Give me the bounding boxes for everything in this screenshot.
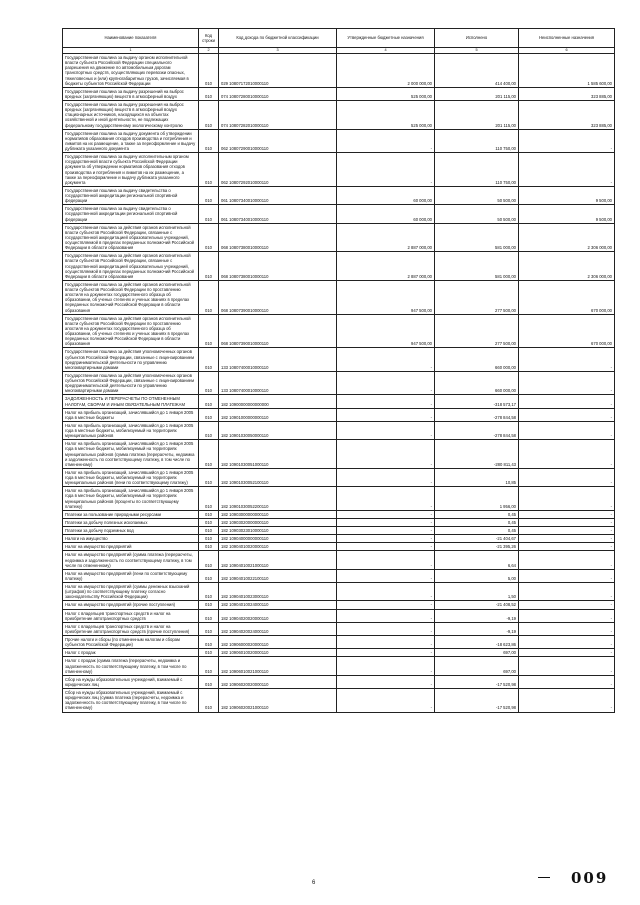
row-executed: 697,00 [435,657,519,675]
row-executed: 6,64 [435,551,519,569]
row-line-code: 010 [199,186,219,204]
row-name: ЗАДОЛЖЕННОСТЬ И ПЕРЕРАСЧЕТЫ ПО ОТМЕНЕННЫМ НАЛОГАМ, СБОРАМ И ИНЫМ ОБЯЗАТЕЛЬНЫМ ПЛАТЕЖАМ [63,395,199,408]
row-name: Государственная пошлина за действия органов исполнительной власти субъектов Российской Федерации по проставлению апостиля на документах государственного образца об образовании, об ученых степенях и ученых званиях в пределах переданных полномочий Российской Федерации в области образования [63,314,199,348]
row-approved: - [337,535,435,543]
column-number: 3 [219,48,337,54]
table-row [63,223,615,252]
row-kbk: 068 10807380010000110 [219,223,337,252]
row-approved: - [337,129,435,153]
table-row [63,609,615,622]
table-row [63,636,615,649]
row-line-code: 010 [199,314,219,348]
row-unexecuted: - [519,569,615,582]
row-unexecuted: - [519,535,615,543]
header-approved: Утвержденные бюджетные назначения [337,29,435,48]
table-row [63,535,615,543]
row-name: Налог на прибыль организаций, зачислявшийся до 1 января 2005 года в местные бюджеты, мобилизуемый на территориях муниципальных районов (проценты по соответствующему платежу) [63,487,199,511]
row-kbk: 182 10906020021000110 [219,689,337,713]
row-kbk: 182 10901030050000110 [219,421,337,439]
row-approved: - [337,551,435,569]
row-kbk: 068 10807380010000110 [219,252,337,281]
row-kbk: 182 10901000000000110 [219,408,337,421]
row-executed: -318 573,17 [435,395,519,408]
row-line-code: 010 [199,87,219,100]
table-row [63,649,615,657]
table-row [63,129,615,153]
row-approved: - [337,395,435,408]
row-kbk: 029 10807172010000110 [219,54,337,88]
row-name: Платежи за пользование природными ресурсами [63,510,199,518]
row-approved: 947 500,00 [337,314,435,348]
row-executed: 697,00 [435,649,519,657]
row-executed: 10,85 [435,468,519,486]
row-unexecuted: - [519,371,615,395]
table-row [63,601,615,609]
row-unexecuted: 2 306 000,00 [519,223,615,252]
row-executed: 0,45 [435,510,519,518]
row-name: Налог с владельцев транспортных средств и налог на приобретение автотранспортных средств (прочие поступления) [63,622,199,635]
table-row [63,395,615,408]
row-line-code: 010 [199,675,219,688]
row-unexecuted: 670 000,00 [519,280,615,314]
table-row [63,487,615,511]
row-line-code: 010 [199,535,219,543]
row-line-code: 010 [199,487,219,511]
row-line-code: 010 [199,569,219,582]
table-row [63,689,615,713]
row-unexecuted: - [519,601,615,609]
row-line-code: 010 [199,636,219,649]
row-unexecuted: 323 885,00 [519,87,615,100]
row-line-code: 010 [199,609,219,622]
header-executed: Исполнено [435,29,519,48]
row-unexecuted: - [519,551,615,569]
row-name: Налог на имущество предприятий (прочие поступления) [63,601,199,609]
row-kbk: 182 10904020020000110 [219,609,337,622]
table-row [63,371,615,395]
row-approved: - [337,408,435,421]
table-row [63,527,615,535]
row-line-code: 010 [199,371,219,395]
row-executed: 0,45 [435,518,519,526]
row-line-code: 010 [199,689,219,713]
row-executed: -278 844,58 [435,408,519,421]
row-name: Государственная пошлина за выдачу документа об утверждении нормативов образования отходов производства и потребления и лимитов на их размещение, а также за переоформление и выдачу дубликата указанного документа [63,129,199,153]
row-name: Налог с владельцев транспортных средств и налог на приобретение автотранспортных средств [63,609,199,622]
budget-execution-table [62,28,615,713]
row-executed: 660 000,00 [435,371,519,395]
row-executed: 414 400,00 [435,54,519,88]
row-kbk: 182 10904010022100110 [219,569,337,582]
row-kbk: 074 10807282010000110 [219,101,337,130]
row-approved: 525 000,00 [337,101,435,130]
row-unexecuted: - [519,129,615,153]
row-unexecuted: - [519,408,615,421]
row-name: Государственная пошлина за действия органов исполнительной власти субъектов Российской Федерации, связанные с государственной аккредитацией образовательных учреждений, осуществляемой в пределах переданных полномочий Российской Федерации в области образования [63,223,199,252]
row-unexecuted: 2 306 000,00 [519,252,615,281]
row-approved: - [337,583,435,601]
row-unexecuted: - [519,510,615,518]
table-row [63,657,615,675]
row-name: Государственная пошлина за выдачу органом исполнительной власти субъекта Российской Федерации специального разрешения на движение по автомобильным дорогам транспортных средств, осуществляющих перевозки опасных, тяжеловесных и (или) крупногабаритных грузов, зачисляемая в бюджеты субъектов Российской Федерации [63,54,199,88]
stamp-dash [538,877,550,878]
row-line-code: 010 [199,101,219,130]
row-line-code: 010 [199,54,219,88]
row-line-code: 010 [199,468,219,486]
row-kbk: 182 10903000000000110 [219,510,337,518]
row-name: Налог на прибыль организаций, зачислявшийся до 1 января 2005 года в местные бюджеты, мобилизуемый на территориях муниципальных районов [63,421,199,439]
row-kbk: 068 10807390010000110 [219,280,337,314]
row-unexecuted: - [519,649,615,657]
column-number: 1 [63,48,199,54]
row-executed: -21 408,52 [435,601,519,609]
row-kbk: 182 10904010024000110 [219,601,337,609]
row-line-code: 010 [199,421,219,439]
row-kbk: 182 10901030051000110 [219,440,337,469]
row-unexecuted: - [519,675,615,688]
row-unexecuted: - [519,689,615,713]
row-unexecuted: - [519,527,615,535]
row-unexecuted: 670 000,00 [519,314,615,348]
row-line-code: 010 [199,153,219,187]
row-line-code: 010 [199,543,219,551]
sheet-stamp: 009 [571,869,609,887]
row-kbk: 061 10807340010000110 [219,186,337,204]
header-name: Наименование показателя [63,29,199,48]
row-kbk: 182 10904010020000110 [219,543,337,551]
row-name: Прочие налоги и сборы (по отмененным налогам и сборам субъектов Российской Федерации) [63,636,199,649]
row-name: Государственная пошлина за действия уполномоченных органов субъектов Российской Федерации, связанные с лицензированием предпринимательской деятельности по управлению многоквартирными домами [63,371,199,395]
row-approved: - [337,657,435,675]
row-unexecuted: - [519,636,615,649]
row-unexecuted: - [519,468,615,486]
row-approved: 2 000 000,00 [337,54,435,88]
column-number: 5 [435,48,519,54]
row-executed: 201 115,00 [435,101,519,130]
row-kbk: 182 10901030052100110 [219,468,337,486]
row-approved: - [337,527,435,535]
row-approved: 60 000,00 [337,186,435,204]
row-approved: - [337,510,435,518]
row-name: Государственная пошлина за выдачу разрешения на выброс вредных (загрязняющих) веществ в атмосферный воздух стационарных источников, находящихся на объектах хозяйственной и иной деятельности, не подлежащих федеральному государственному экологическому контролю [63,101,199,130]
row-name: Налог на прибыль организаций, зачислявшийся до 1 января 2005 года в местные бюджеты, мобилизуемый на территориях муниципальных районов (пени по соответствующему платежу) [63,468,199,486]
row-unexecuted: 1 585 600,00 [519,54,615,88]
row-unexecuted: 323 885,00 [519,101,615,130]
row-kbk: 133 10807400010000110 [219,371,337,395]
row-unexecuted: 9 500,00 [519,186,615,204]
row-line-code: 010 [199,583,219,601]
row-line-code: 010 [199,649,219,657]
row-kbk: 068 10807390010000110 [219,314,337,348]
row-approved: - [337,689,435,713]
row-kbk: 182 10901030052200110 [219,487,337,511]
row-executed: 1 956,00 [435,487,519,511]
row-line-code: 010 [199,601,219,609]
row-line-code: 010 [199,657,219,675]
row-approved: 2 887 000,00 [337,252,435,281]
table-row [63,675,615,688]
row-executed: 660 000,00 [435,348,519,372]
row-approved: - [337,421,435,439]
row-name: Государственная пошлина за выдачу разрешений на выброс вредных (загрязняющих) веществ в атмосферный воздух [63,87,199,100]
row-name: Платежи за добычу подземных вод [63,527,199,535]
row-executed: -17 520,98 [435,689,519,713]
report-page [62,28,614,713]
header-unexecuted: Неисполненные назначения [519,29,615,48]
row-executed: 0,45 [435,527,519,535]
row-kbk: 182 10904010021000110 [219,551,337,569]
row-approved: 947 500,00 [337,280,435,314]
row-name: Налог на прибыль организаций, зачислявшийся до 1 января 2005 года в местные бюджеты [63,408,199,421]
row-unexecuted: - [519,543,615,551]
row-line-code: 010 [199,205,219,223]
row-name: Государственная пошлина за выдачу свидетельства о государственной аккредитации региональной спортивной федерации [63,186,199,204]
row-unexecuted: - [519,421,615,439]
table-row [63,314,615,348]
row-approved: - [337,675,435,688]
row-line-code: 010 [199,223,219,252]
row-line-code: 010 [199,348,219,372]
row-executed: 50 500,00 [435,205,519,223]
row-line-code: 010 [199,622,219,635]
row-kbk: 061 10807340010000110 [219,205,337,223]
table-row [63,551,615,569]
row-line-code: 010 [199,129,219,153]
table-row [63,348,615,372]
row-approved: - [337,371,435,395]
row-kbk: 133 10807400010000110 [219,348,337,372]
table-row [63,510,615,518]
table-row [63,252,615,281]
row-kbk: 182 10906020020000110 [219,675,337,688]
row-line-code: 010 [199,280,219,314]
row-name: Налог на имущество предприятий [63,543,199,551]
row-line-code: 010 [199,408,219,421]
row-approved: - [337,601,435,609]
table-row [63,408,615,421]
row-kbk: 182 10906010020000110 [219,649,337,657]
row-approved: - [337,569,435,582]
table-row [63,186,615,204]
row-approved: 525 000,00 [337,87,435,100]
table-row [63,421,615,439]
table-row [63,205,615,223]
row-name: Налог с продаж (сумма платежа (перерасчеты, недоимка и задолженность по соответствующему платежу, в том числе по отмененному) [63,657,199,675]
row-unexecuted: - [519,609,615,622]
row-line-code: 010 [199,440,219,469]
row-unexecuted: - [519,153,615,187]
row-unexecuted: - [519,395,615,408]
row-line-code: 010 [199,518,219,526]
row-executed: 1,50 [435,583,519,601]
table-body [63,54,615,713]
column-number: 2 [199,48,219,54]
table-row [63,87,615,100]
row-approved: 60 000,00 [337,205,435,223]
row-unexecuted: - [519,657,615,675]
row-approved: 2 887 000,00 [337,223,435,252]
row-name: Налог на имущество предприятий (сумма платежа (перерасчеты, недоимка и задолженность по соответствующему платежу, в том числе по отмененному) [63,551,199,569]
row-executed: -21 404,67 [435,535,519,543]
row-approved: - [337,649,435,657]
row-name: Государственная пошлина за выдачу исполнительным органом государственной власти субъекта Российской Федерации документа об утверждении нормативов образования отходов производства и потребления и лимитов на их размещение, а также за переоформление и выдачу дубликата указанного документа [63,153,199,187]
row-approved: - [337,153,435,187]
row-approved: - [337,440,435,469]
table-row [63,101,615,130]
row-executed: -278 844,58 [435,421,519,439]
page-number: 6 [312,880,316,886]
row-name: Сбор на нужды образовательных учреждений, взимаемый с юридических лиц [63,675,199,688]
row-kbk: 182 10903023010000110 [219,527,337,535]
table-row [63,280,615,314]
row-executed: 581 000,00 [435,223,519,252]
column-number: 6 [519,48,615,54]
row-name: Платежи за добычу полезных ископаемых [63,518,199,526]
row-unexecuted: - [519,348,615,372]
row-executed: -18 623,86 [435,636,519,649]
row-name: Сбор на нужды образовательных учреждений, взимаемый с юридических лиц (сумма платежа (перерасчеты, недоимка и задолженность по соответствующему платежу, в том числе по отмененному) [63,689,199,713]
row-unexecuted: - [519,518,615,526]
row-approved: - [337,543,435,551]
row-executed: 5,00 [435,569,519,582]
row-name: Налоги на имущество [63,535,199,543]
table-row [63,468,615,486]
row-executed: 110 750,00 [435,129,519,153]
row-approved: - [337,348,435,372]
row-executed: 110 750,00 [435,153,519,187]
table-row [63,518,615,526]
row-kbk: 074 10807280010000110 [219,87,337,100]
row-executed: 277 500,00 [435,314,519,348]
row-approved: - [337,609,435,622]
column-number: 4 [337,48,435,54]
row-unexecuted: - [519,440,615,469]
row-name: Налог с продаж [63,649,199,657]
table-row [63,622,615,635]
table-row [63,440,615,469]
table-header-row [63,29,615,48]
row-name: Государственная пошлина за действия органов исполнительной власти субъектов Российской Федерации по проставлению апостиля на документах государственного образца об образовании, об ученых степенях и ученых званиях в пределах переданных полномочий Российской Федерации в области образования [63,280,199,314]
row-name: Налог на имущество предприятий (пени по соответствующему платежу) [63,569,199,582]
row-executed: -17 520,98 [435,675,519,688]
row-name: Государственная пошлина за действия уполномоченных органов субъектов Российской Федерации, связанные с лицензированием предпринимательской деятельности по управлению многоквартирными домами [63,348,199,372]
row-executed: 581 000,00 [435,252,519,281]
row-approved: - [337,622,435,635]
table-row [63,153,615,187]
row-kbk: 182 10904010023000110 [219,583,337,601]
row-unexecuted: 9 500,00 [519,205,615,223]
row-kbk: 062 10807292010000110 [219,153,337,187]
row-executed: -9,19 [435,609,519,622]
header-kbk: Код дохода по бюджетной классификации [219,29,337,48]
row-line-code: 010 [199,252,219,281]
row-approved: - [337,468,435,486]
row-executed: 277 500,00 [435,280,519,314]
row-kbk: 182 10904000000000110 [219,535,337,543]
row-line-code: 010 [199,551,219,569]
row-name: Налог на имущество предприятий (суммы денежных взысканий (штрафов) по соответствующему платежу согласно законодательству Российской Федерации) [63,583,199,601]
row-executed: 50 500,00 [435,186,519,204]
row-kbk: 182 10906010021000110 [219,657,337,675]
table-row [63,569,615,582]
row-kbk: 062 10807290010000110 [219,129,337,153]
row-unexecuted: - [519,583,615,601]
row-unexecuted: - [519,622,615,635]
row-unexecuted: - [519,487,615,511]
row-approved: - [337,518,435,526]
row-name: Государственная пошлина за выдачу свидетельства о государственной аккредитации региональной спортивной федерации [63,205,199,223]
header-line-code: Код строки [199,29,219,48]
table-row [63,583,615,601]
table-row [63,543,615,551]
row-approved: - [337,487,435,511]
row-name: Государственная пошлина за действия органов исполнительной власти субъектов Российской Федерации, связанные с государственной аккредитацией образовательных учреждений, осуществляемой в пределах переданных полномочий Российской Федерации в области образования [63,252,199,281]
row-executed: -280 811,43 [435,440,519,469]
row-kbk: 182 10903020000000110 [219,518,337,526]
row-kbk: 182 10900000000000000 [219,395,337,408]
row-executed: -21 395,26 [435,543,519,551]
table-row [63,54,615,88]
row-executed: 201 115,00 [435,87,519,100]
row-approved: - [337,636,435,649]
row-line-code: 010 [199,510,219,518]
row-line-code: 010 [199,527,219,535]
row-name: Налог на прибыль организаций, зачислявшийся до 1 января 2005 года в местные бюджеты, мобилизуемый на территориях муниципальных районов (сумма платежа (перерасчеты, недоимка и задолженность по соответствующему платежу, в том числе по отмененному) [63,440,199,469]
row-kbk: 182 10906000020000110 [219,636,337,649]
row-kbk: 182 10904020024000110 [219,622,337,635]
row-line-code: 010 [199,395,219,408]
row-executed: -9,19 [435,622,519,635]
